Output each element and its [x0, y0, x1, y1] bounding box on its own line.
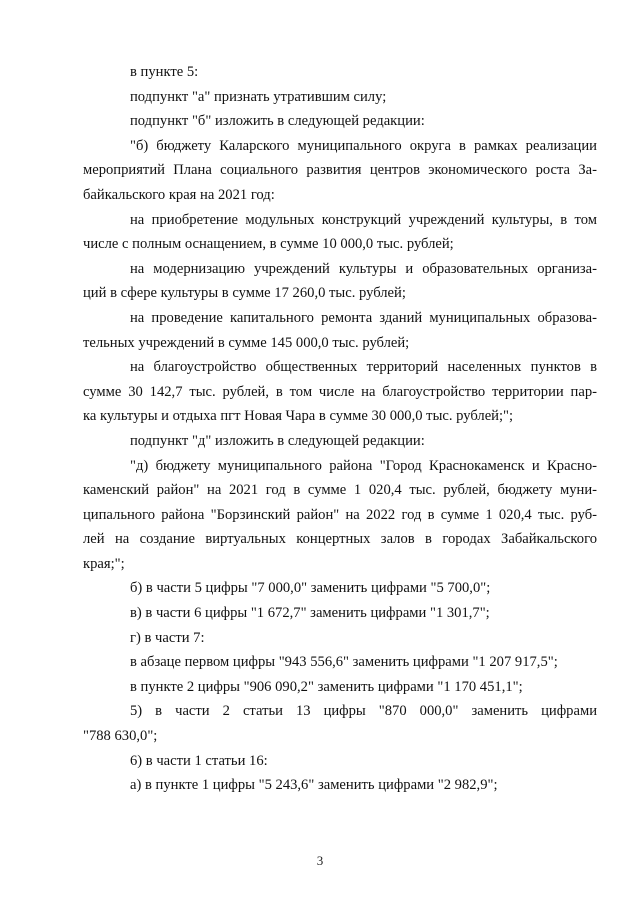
- paragraph-line: г) в части 7:: [130, 629, 205, 646]
- paragraph-line: "д) бюджету муниципального района "Город Краснокаменск и Красно-: [130, 457, 597, 474]
- paragraph-line: числе с полным оснащением, в сумме 10 000,0 тыс. рублей;: [83, 236, 454, 253]
- document-body: [83, 60, 597, 798]
- paragraph-line: тельных учреждений в сумме 145 000,0 тыс. рублей;: [83, 334, 410, 351]
- paragraph-line: края;";: [83, 555, 125, 572]
- paragraph-line: в пункте 2 цифры "906 090,2" заменить цифрами "1 170 451,1";: [130, 678, 523, 695]
- page-number: 3: [316, 853, 324, 868]
- paragraph-line: б) в части 5 цифры "7 000,0" заменить цифрами "5 700,0";: [130, 580, 491, 597]
- paragraph-line: байкальского края на 2021 год:: [83, 186, 275, 203]
- paragraph-line: 6) в части 1 статьи 16:: [130, 752, 268, 769]
- paragraph-line: "б) бюджету Каларского муниципального округа в рамках реализации: [130, 137, 597, 154]
- paragraph-line: подпункт "б" изложить в следующей редакции:: [130, 113, 425, 130]
- paragraph-line: ций в сфере культуры в сумме 17 260,0 тыс. рублей;: [83, 285, 406, 302]
- paragraph-line: ципального района "Борзинский район" на 2022 год в сумме 1 020,4 тыс. руб-: [83, 506, 597, 523]
- paragraph-line: подпункт "а" признать утратившим силу;: [130, 88, 387, 105]
- paragraph-line: на благоустройство общественных территорий населенных пунктов в: [130, 359, 597, 376]
- paragraph-line: подпункт "д" изложить в следующей редакции:: [130, 432, 425, 449]
- paragraph-line: в) в части 6 цифры "1 672,7" заменить цифрами "1 301,7";: [130, 605, 490, 622]
- paragraph-line: "788 630,0";: [83, 728, 158, 745]
- paragraph-line: мероприятий Плана социального развития центров экономического роста За-: [83, 162, 597, 179]
- paragraph-line: 5) в части 2 статьи 13 цифры "870 000,0" заменить цифрами: [130, 703, 597, 720]
- paragraph-line: лей на создание виртуальных концертных залов в городах Забайкальского: [83, 531, 597, 548]
- paragraph-line: а) в пункте 1 цифры "5 243,6" заменить цифрами "2 982,9";: [130, 777, 498, 794]
- paragraph-line: на проведение капитального ремонта зданий муниципальных образова-: [130, 309, 597, 326]
- paragraph-line: в абзаце первом цифры "943 556,6" заменить цифрами "1 207 917,5";: [130, 654, 558, 671]
- paragraph-line: на модернизацию учреждений культуры и образовательных организа-: [130, 260, 597, 277]
- paragraph-line: в пункте 5:: [130, 64, 199, 80]
- paragraph-line: каменский район" на 2021 год в сумме 1 020,4 тыс. рублей, бюджету муни-: [83, 482, 597, 499]
- paragraph-line: на приобретение модульных конструкций учреждений культуры, в том: [130, 211, 597, 228]
- paragraph-line: ка культуры и отдыха пгт Новая Чара в сумме 30 000,0 тыс. рублей;";: [83, 408, 514, 425]
- paragraph-line: сумме 30 142,7 тыс. рублей, в том числе на благоустройство территории пар-: [83, 383, 597, 400]
